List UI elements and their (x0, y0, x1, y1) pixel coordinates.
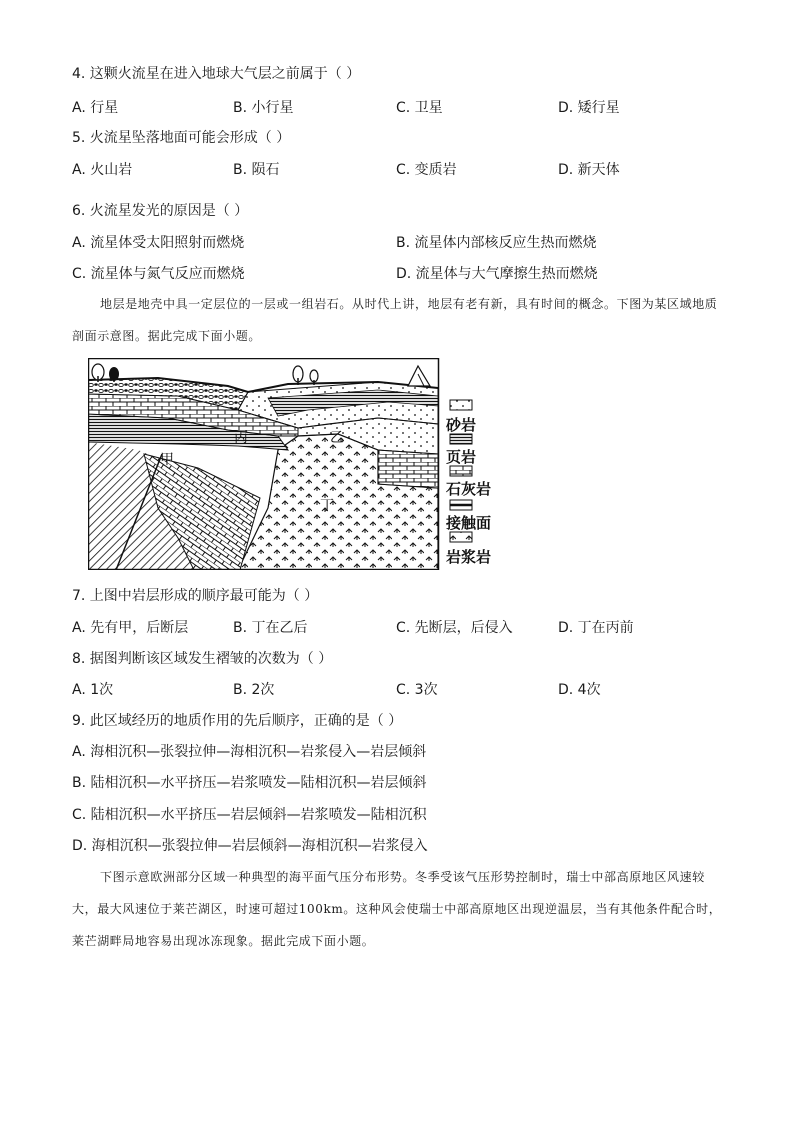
geologic-cross-section-figure (88, 358, 508, 570)
q5-option-a[interactable]: A. 火山岩 (72, 162, 133, 178)
intro-paragraph-pressure (72, 861, 722, 957)
q5-option-b[interactable]: B. 陨石 (233, 162, 280, 178)
question-9-stem: 9. 此区域经历的地质作用的先后顺序，正确的是（ ） (72, 713, 403, 729)
q7-option-d[interactable]: D. 丁在丙前 (558, 620, 634, 636)
q9-option-b[interactable]: B. 陆相沉积—水平挤压—岩浆喷发—陆相沉积—岩层倾斜 (72, 775, 427, 791)
question-4-stem: 4. 这颗火流星在进入地球大气层之前属于（ ） (72, 66, 361, 82)
intro-paragraph-strata (72, 288, 722, 352)
q9-option-a[interactable]: A. 海相沉积—张裂拉伸—海相沉积—岩浆侵入—岩层倾斜 (72, 744, 427, 760)
legend-label-limestone: 石灰岩 (446, 480, 492, 498)
q4-option-b[interactable]: B. 小行星 (233, 100, 294, 116)
legend-swatch-shale (450, 434, 472, 444)
q8-option-d[interactable]: D. 4次 (558, 682, 601, 698)
q5-option-d[interactable]: D. 新天体 (558, 162, 620, 178)
legend-label-shale: 页岩 (446, 448, 477, 466)
q9-option-c[interactable]: C. 陆相沉积—水平挤压—岩层倾斜—岩浆喷发—陆相沉积 (72, 807, 427, 823)
q6-option-c[interactable]: C. 流星体与氮气反应而燃烧 (72, 266, 245, 282)
legend-label-sandstone: 砂岩 (446, 416, 477, 434)
question-6-stem: 6. 火流星发光的原因是（ ） (72, 203, 249, 219)
q9-option-d[interactable]: D. 海相沉积—张裂拉伸—岩层倾斜—海相沉积—岩浆侵入 (72, 838, 428, 854)
legend-swatch-magma (450, 532, 472, 542)
q8-option-b[interactable]: B. 2次 (233, 682, 275, 698)
q7-option-b[interactable]: B. 丁在乙后 (233, 620, 308, 636)
q4-option-a[interactable]: A. 行星 (72, 100, 119, 116)
q6-option-d[interactable]: D. 流星体与大气摩擦生热而燃烧 (396, 266, 598, 282)
intro-text: 地层是地壳中具一定层位的一层或一组岩石。从时代上讲，地层有老有新，具有时间的概念。下图为某区域地质剖面示意图。据此完成下面小题。 (72, 297, 718, 343)
question-7-stem: 7. 上图中岩层形成的顺序最可能为（ ） (72, 588, 319, 604)
question-5-stem: 5. 火流星坠落地面可能会形成（ ） (72, 130, 291, 146)
q8-option-c[interactable]: C. 3次 (396, 682, 438, 698)
question-8-stem: 8. 据图判断该区域发生褶皱的次数为（ ） (72, 651, 333, 667)
q6-option-b[interactable]: B. 流星体内部核反应生热而燃烧 (396, 235, 597, 251)
legend-swatch-sandstone (450, 400, 472, 410)
label-ding: 丁 (320, 498, 334, 514)
label-jia: 甲 (160, 452, 174, 468)
q4-option-c[interactable]: C. 卫星 (396, 100, 443, 116)
label-bing: 丙 (234, 430, 248, 446)
q8-option-a[interactable]: A. 1次 (72, 682, 114, 698)
label-yi: 乙 (330, 430, 344, 446)
intro-text: 下图示意欧洲部分区域一种典型的海平面气压分布形势。冬季受该气压形势控制时，瑞士中部高原地区风速较大，最大风速位于莱芒湖区，时速可超过100km。这种风会使瑞士中部高原地区出现逆温层，当有其他条件配合时，莱芒湖畔局地容易出现冰冻现象。据此完成下面小题。 (72, 870, 722, 948)
q7-option-c[interactable]: C. 先断层，后侵入 (396, 620, 513, 636)
legend-swatch-limestone (450, 466, 472, 476)
q4-option-d[interactable]: D. 矮行星 (558, 100, 620, 116)
legend-label-magma: 岩浆岩 (446, 548, 492, 566)
legend-label-contact: 接触面 (446, 514, 492, 532)
q5-option-c[interactable]: C. 变质岩 (396, 162, 457, 178)
q6-option-a[interactable]: A. 流星体受太阳照射而燃烧 (72, 235, 245, 251)
q7-option-a[interactable]: A. 先有甲，后断层 (72, 620, 189, 636)
